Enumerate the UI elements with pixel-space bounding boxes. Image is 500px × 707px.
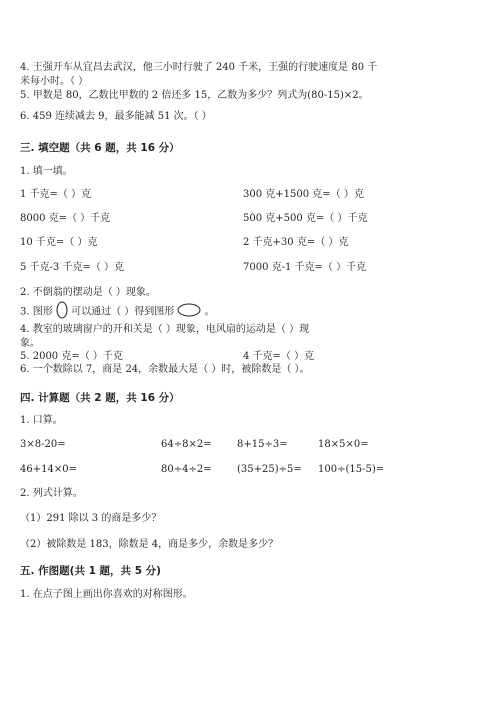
- calc-sub1: 1. 口算。: [20, 415, 63, 426]
- judge-q5: 5. 甲数是 80，乙数比甲数的 2 倍还多 15，乙数为多少？列式为(80-15)×2。: [20, 90, 369, 101]
- fill-row4-left: 5 千克-3 千克=（ ）克: [20, 262, 125, 273]
- vertical-oval-shape: [56, 301, 68, 323]
- draw-sub1: 1. 在点子图上画出你喜欢的对称图形。: [20, 589, 193, 600]
- fill-row2-left: 8000 克=（ ）千克: [20, 213, 111, 224]
- fill-q2: 2. 不倒翁的摆动是（ ）现象。: [20, 287, 156, 298]
- fill-q3-a: 3. 图形: [20, 306, 53, 318]
- fill-q6: 6. 一个数除以 7，商是 24，余数最大是（ ）时，被除数是（ ）。: [20, 364, 310, 375]
- fill-q3-b: 可以通过（ ）得到图形: [71, 306, 175, 318]
- fill-q4-line1: 4. 教室的玻璃窗户的开和关是（ ）现象，电风扇的运动是（ ）现: [20, 324, 310, 335]
- calc-sub2: 2. 列式计算。: [20, 488, 83, 499]
- calc-r2-c4: 100÷(15-5)=: [318, 464, 385, 475]
- calc-r1-c4: 18×5×0=: [318, 439, 369, 450]
- fill-heading: 三. 填空题（共 6 题，共 16 分）: [20, 142, 180, 154]
- calc-r2-c1: 46+14×0=: [20, 464, 77, 475]
- fill-row2-right: 500 克+500 克=（ ）千克: [243, 213, 368, 224]
- fill-q5-right: 4 千克=（ ）克: [243, 351, 315, 362]
- judge-q4-line1: 4. 王强开车从宜昌去武汉，他三小时行驶了 240 千米，王强的行驶速度是 80 千: [20, 62, 378, 73]
- fill-q3-c: 。: [204, 306, 215, 318]
- fill-q4-line2: 象。: [20, 338, 40, 349]
- fill-q5-left: 5. 2000 克=（ ）千克: [20, 351, 123, 362]
- fill-row3-left: 10 千克=（ ）克: [20, 237, 98, 248]
- calc-r2-c2: 80÷4÷2=: [161, 464, 212, 475]
- calc-p1: （1）291 除以 3 的商是多少？: [20, 513, 162, 524]
- horizontal-oval-shape: [177, 303, 201, 321]
- judge-q4-line2: 米每小时。（ ）: [20, 76, 89, 87]
- fill-row1-right: 300 克+1500 克=（ ）克: [243, 189, 364, 200]
- fill-row3-right: 2 千克+30 克=（ ）克: [243, 237, 349, 248]
- calc-r1-c1: 3×8-20=: [20, 439, 66, 450]
- fill-row4-right: 7000 克-1 千克=（ ）千克: [243, 262, 367, 273]
- fill-sub1: 1. 填一填。: [20, 166, 73, 177]
- calc-heading: 四. 计算题（共 2 题，共 16 分）: [20, 392, 180, 404]
- draw-heading: 五. 作图题(共 1 题，共 5 分): [20, 565, 161, 577]
- calc-r1-c3: 8+15÷3=: [237, 439, 288, 450]
- calc-r1-c2: 64÷8×2=: [161, 439, 212, 450]
- judge-q6: 6. 459 连续减去 9，最多能减 51 次。（ ）: [20, 111, 212, 122]
- calc-p2: （2）被除数是 183，除数是 4，商是多少，余数是多少？: [20, 539, 279, 550]
- fill-q3: [20, 301, 215, 323]
- fill-row1-left: 1 千克=（ ）克: [20, 189, 92, 200]
- calc-r2-c3: (35+25)÷5=: [237, 464, 302, 475]
